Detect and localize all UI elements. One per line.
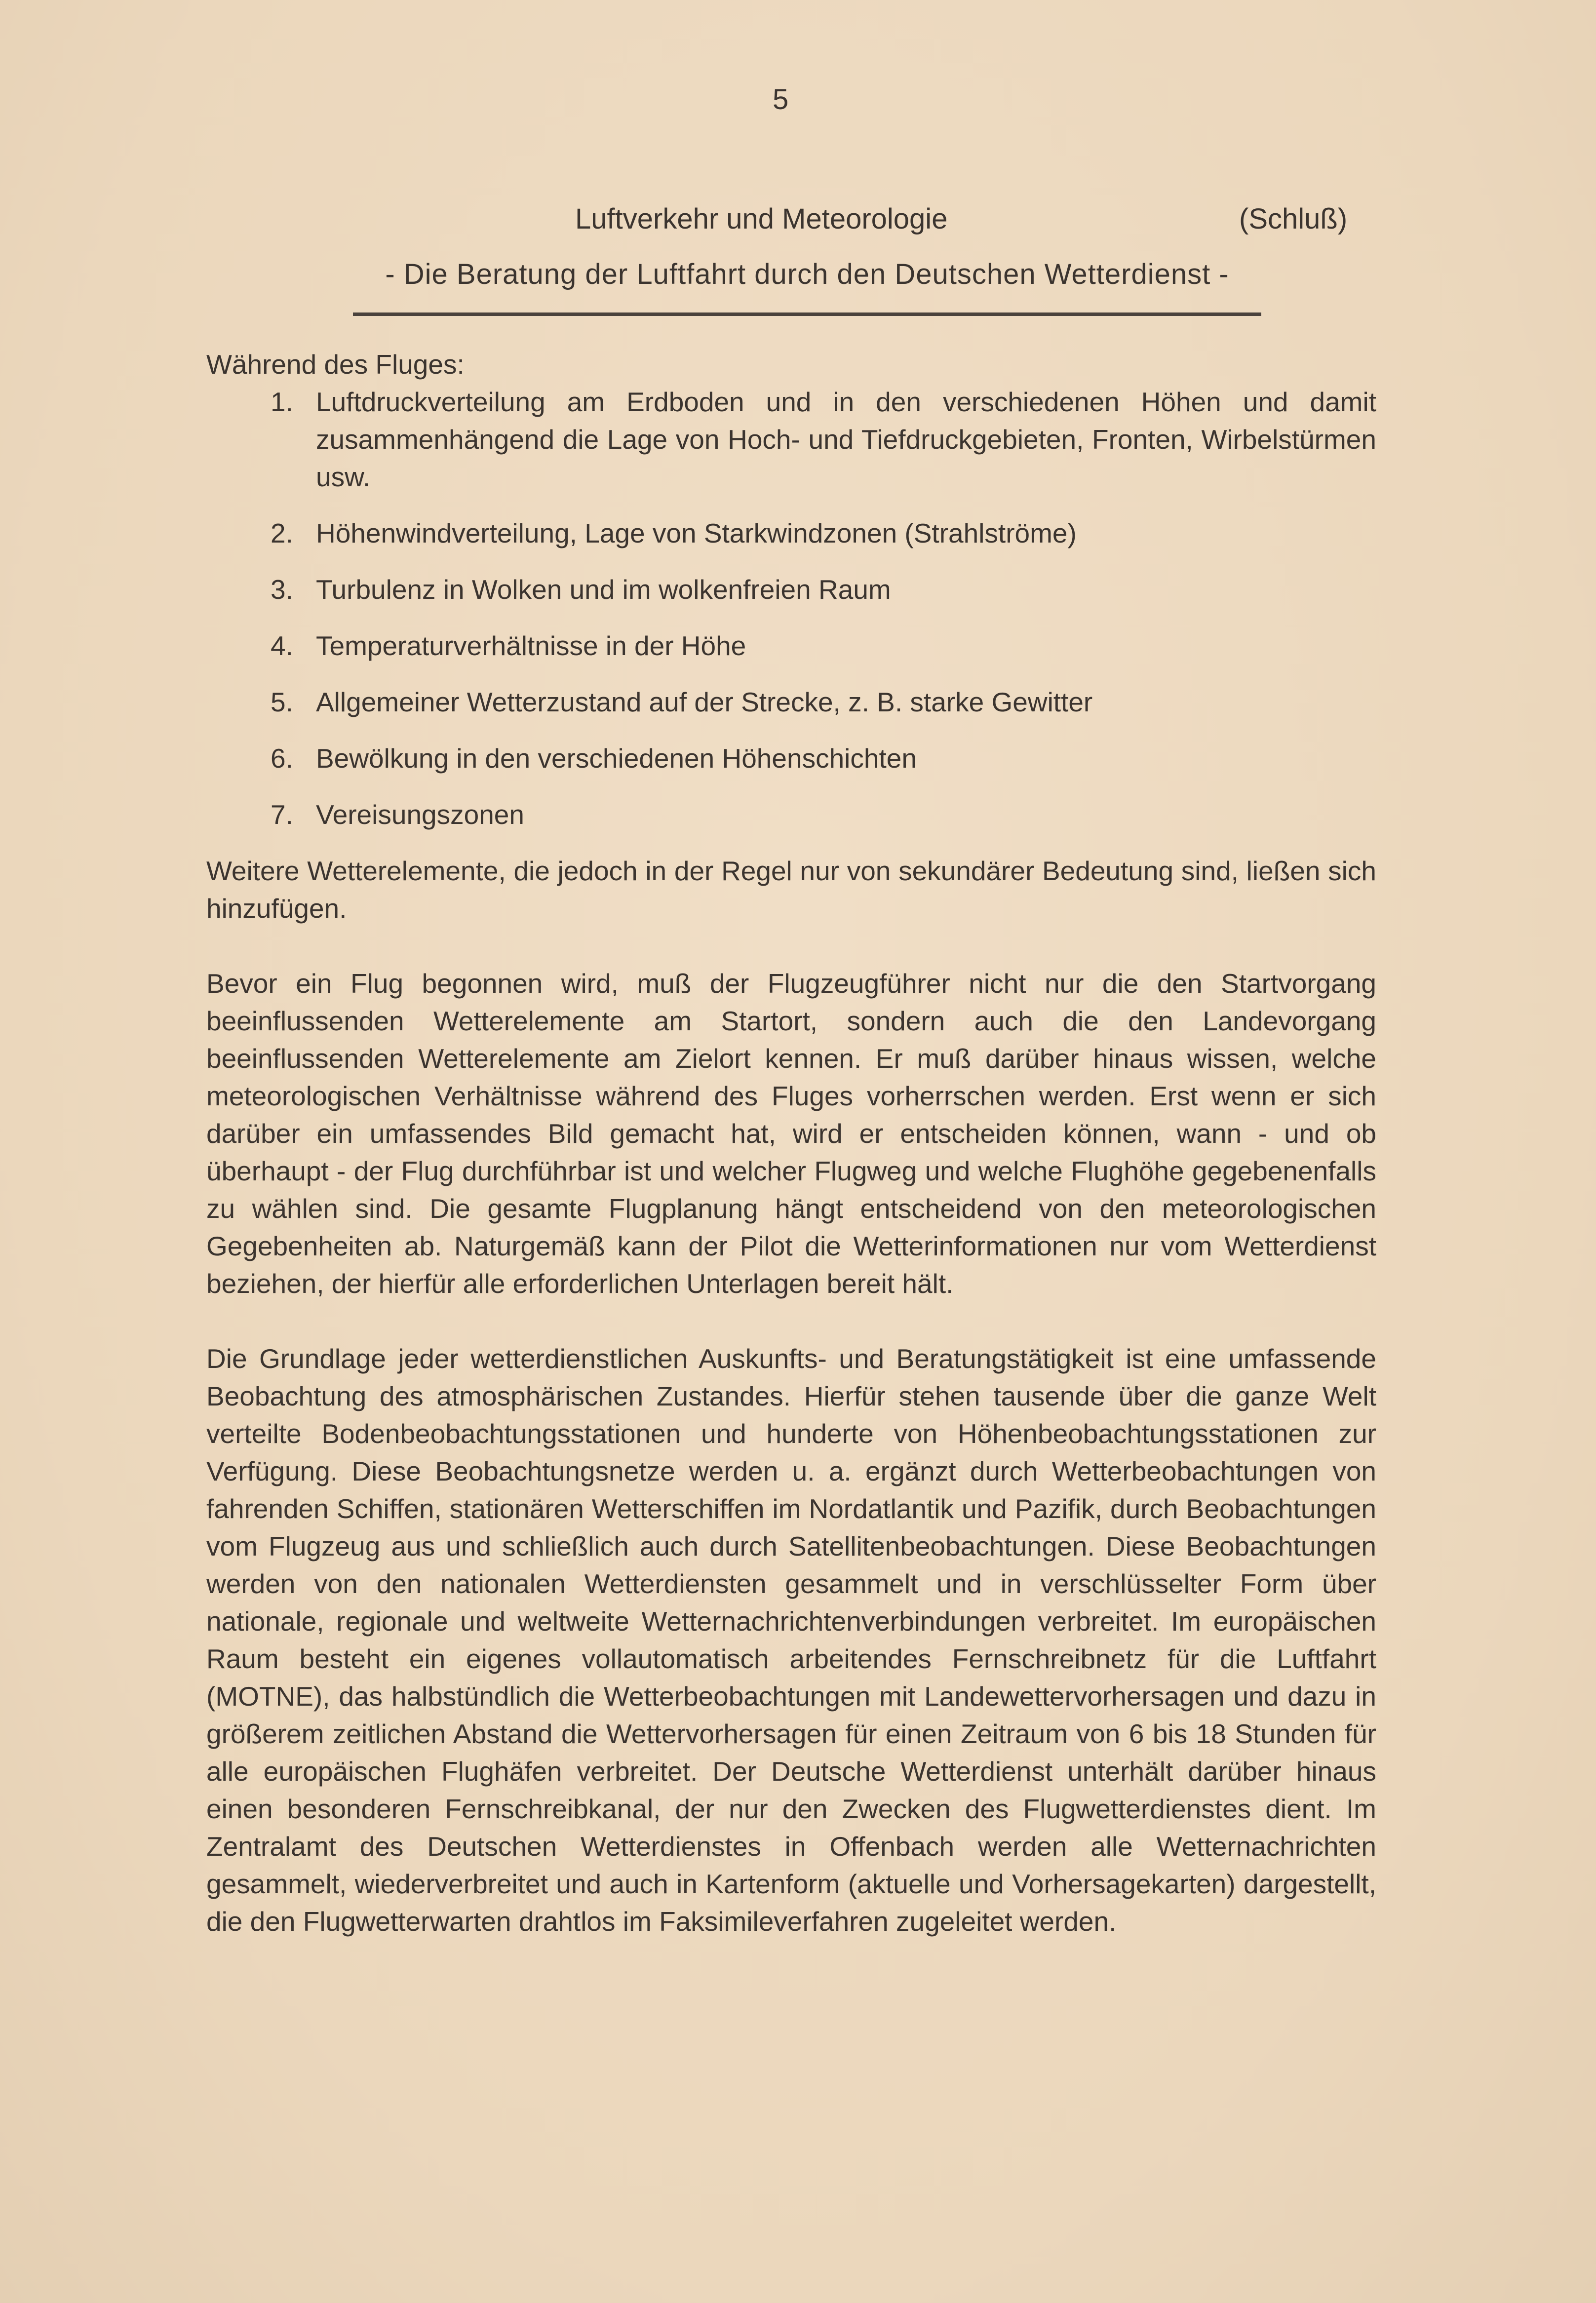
list-item [271, 514, 1376, 552]
weather-elements-list [206, 383, 1376, 833]
list-item [271, 740, 1376, 777]
list-item-text: Vereisungszonen [316, 799, 524, 830]
section-heading: Während des Fluges: [206, 349, 465, 380]
list-item-number: 1. [271, 387, 293, 417]
title-divider [353, 312, 1261, 316]
list-item [271, 796, 1376, 833]
paragraph-flight-planning: Bevor ein Flug begonnen wird, muß der Flugzeugführer nicht nur die den Startvorgang beeinflussenden Wetterelemente am Startort, sondern auch die den Landevorgang beeinflussenden Wetterelemente am Zielort kennen. Er muß darüber hinaus wissen, welche meteorologischen Verhältnisse während des Fluges vorherrschen werden. Erst wenn er sich darüber ein umfassendes Bild gemacht hat, wird er entscheiden können, wann - und ob überhaupt - der Flug durchführbar ist und welcher Flugweg und welche Flughöhe gegebenenfalls zu wählen sind. Die gesamte Flugplanung hängt entscheidend von den meteorologischen Gegebenheiten ab. Naturgemäß kann der Pilot die Wetterinformationen nur vom Wetterdienst beziehen, der hierfür alle erforderlichen Unterlagen bereit hält. [206, 968, 1376, 1299]
page-title: Luftverkehr und Meteorologie [575, 203, 948, 235]
list-item-text: Temperaturverhältnisse in der Höhe [316, 630, 746, 661]
list-item-text: Bewölkung in den verschiedenen Höhenschichten [316, 743, 917, 774]
list-item-text: Luftdruckverteilung am Erdboden und in den verschiedenen Höhen und damit zusammenhängend die Lage von Hoch- und Tiefdruckgebieten, Fronten, Wirbelstürmen usw. [316, 387, 1376, 492]
page-subtitle: - Die Beratung der Luftfahrt durch den Deutschen Wetterdienst - [385, 258, 1229, 290]
list-item-number: 3. [271, 574, 293, 605]
list-item-text: Turbulenz in Wolken und im wolkenfreien Raum [316, 574, 891, 605]
list-item-number: 7. [271, 799, 293, 830]
list-item [271, 627, 1376, 664]
title-suffix: (Schluß) [1239, 203, 1348, 235]
list-item-text: Höhenwindverteilung, Lage von Starkwindzonen (Strahlströme) [316, 518, 1077, 548]
list-item-number: 6. [271, 743, 293, 774]
list-item-text: Allgemeiner Wetterzustand auf der Strecke, z. B. starke Gewitter [316, 687, 1093, 717]
list-item-number: 5. [271, 687, 293, 717]
list-item [271, 571, 1376, 608]
list-item [271, 683, 1376, 721]
paragraph-observation-network: Die Grundlage jeder wetterdienstlichen Auskunfts- und Beratungstätigkeit ist eine umfassende Beobachtung des atmosphärischen Zustandes. Hierfür stehen tausende über die ganze Welt verteilte Bodenbeobachtungsstationen und hunderte von Höhenbeobachtungsstationen zur Verfügung. Diese Beobachtungsnetze werden u. a. ergänzt durch Wetterbeobachtungen von fahrenden Schiffen, stationären Wetterschiffen im Nordatlantik und Pazifik, durch Beobachtungen vom Flugzeug aus und schließlich auch durch Satellitenbeobachtungen. Diese Beobachtungen werden von den nationalen Wetterdiensten gesammelt und in verschlüsselter Form über nationale, regionale und weltweite Wetternachrichtenverbindungen verbreitet. Im europäischen Raum besteht ein eigenes vollautomatisch arbeitendes Fernschreibnetz für die Luftfahrt (MOTNE), das halbstündlich die Wetterbeobachtungen mit Landewettervorhersagen und dazu in größerem zeitlichen Abstand die Wettervorhersagen für einen Zeitraum von 6 bis 18 Stunden für alle europäischen Flughäfen verbreitet. Der Deutsche Wetterdienst unterhält darüber hinaus einen besonderen Fernschreibkanal, der nur den Zwecken des Flugwetterdienstes dient. Im Zentralamt des Deutschen Wetterdienstes in Offenbach werden alle Wetternachrichten gesammelt, wiederverbreitet und auch in Kartenform (aktuelle und Vorhersagekarten) dargestellt, die den Flugwetterwarten drahtlos im Faksimileverfahren zugeleitet werden. [206, 1343, 1376, 1937]
list-item-number: 4. [271, 630, 293, 661]
body-text [206, 346, 1376, 1940]
paragraph-additional-elements: Weitere Wetterelemente, die jedoch in der Regel nur von sekundärer Bedeutung sind, ließen sich hinzufügen. [206, 856, 1376, 924]
list-item-number: 2. [271, 518, 293, 548]
list-item [271, 383, 1376, 496]
header [0, 202, 1596, 242]
page-number: 5 [773, 83, 790, 116]
